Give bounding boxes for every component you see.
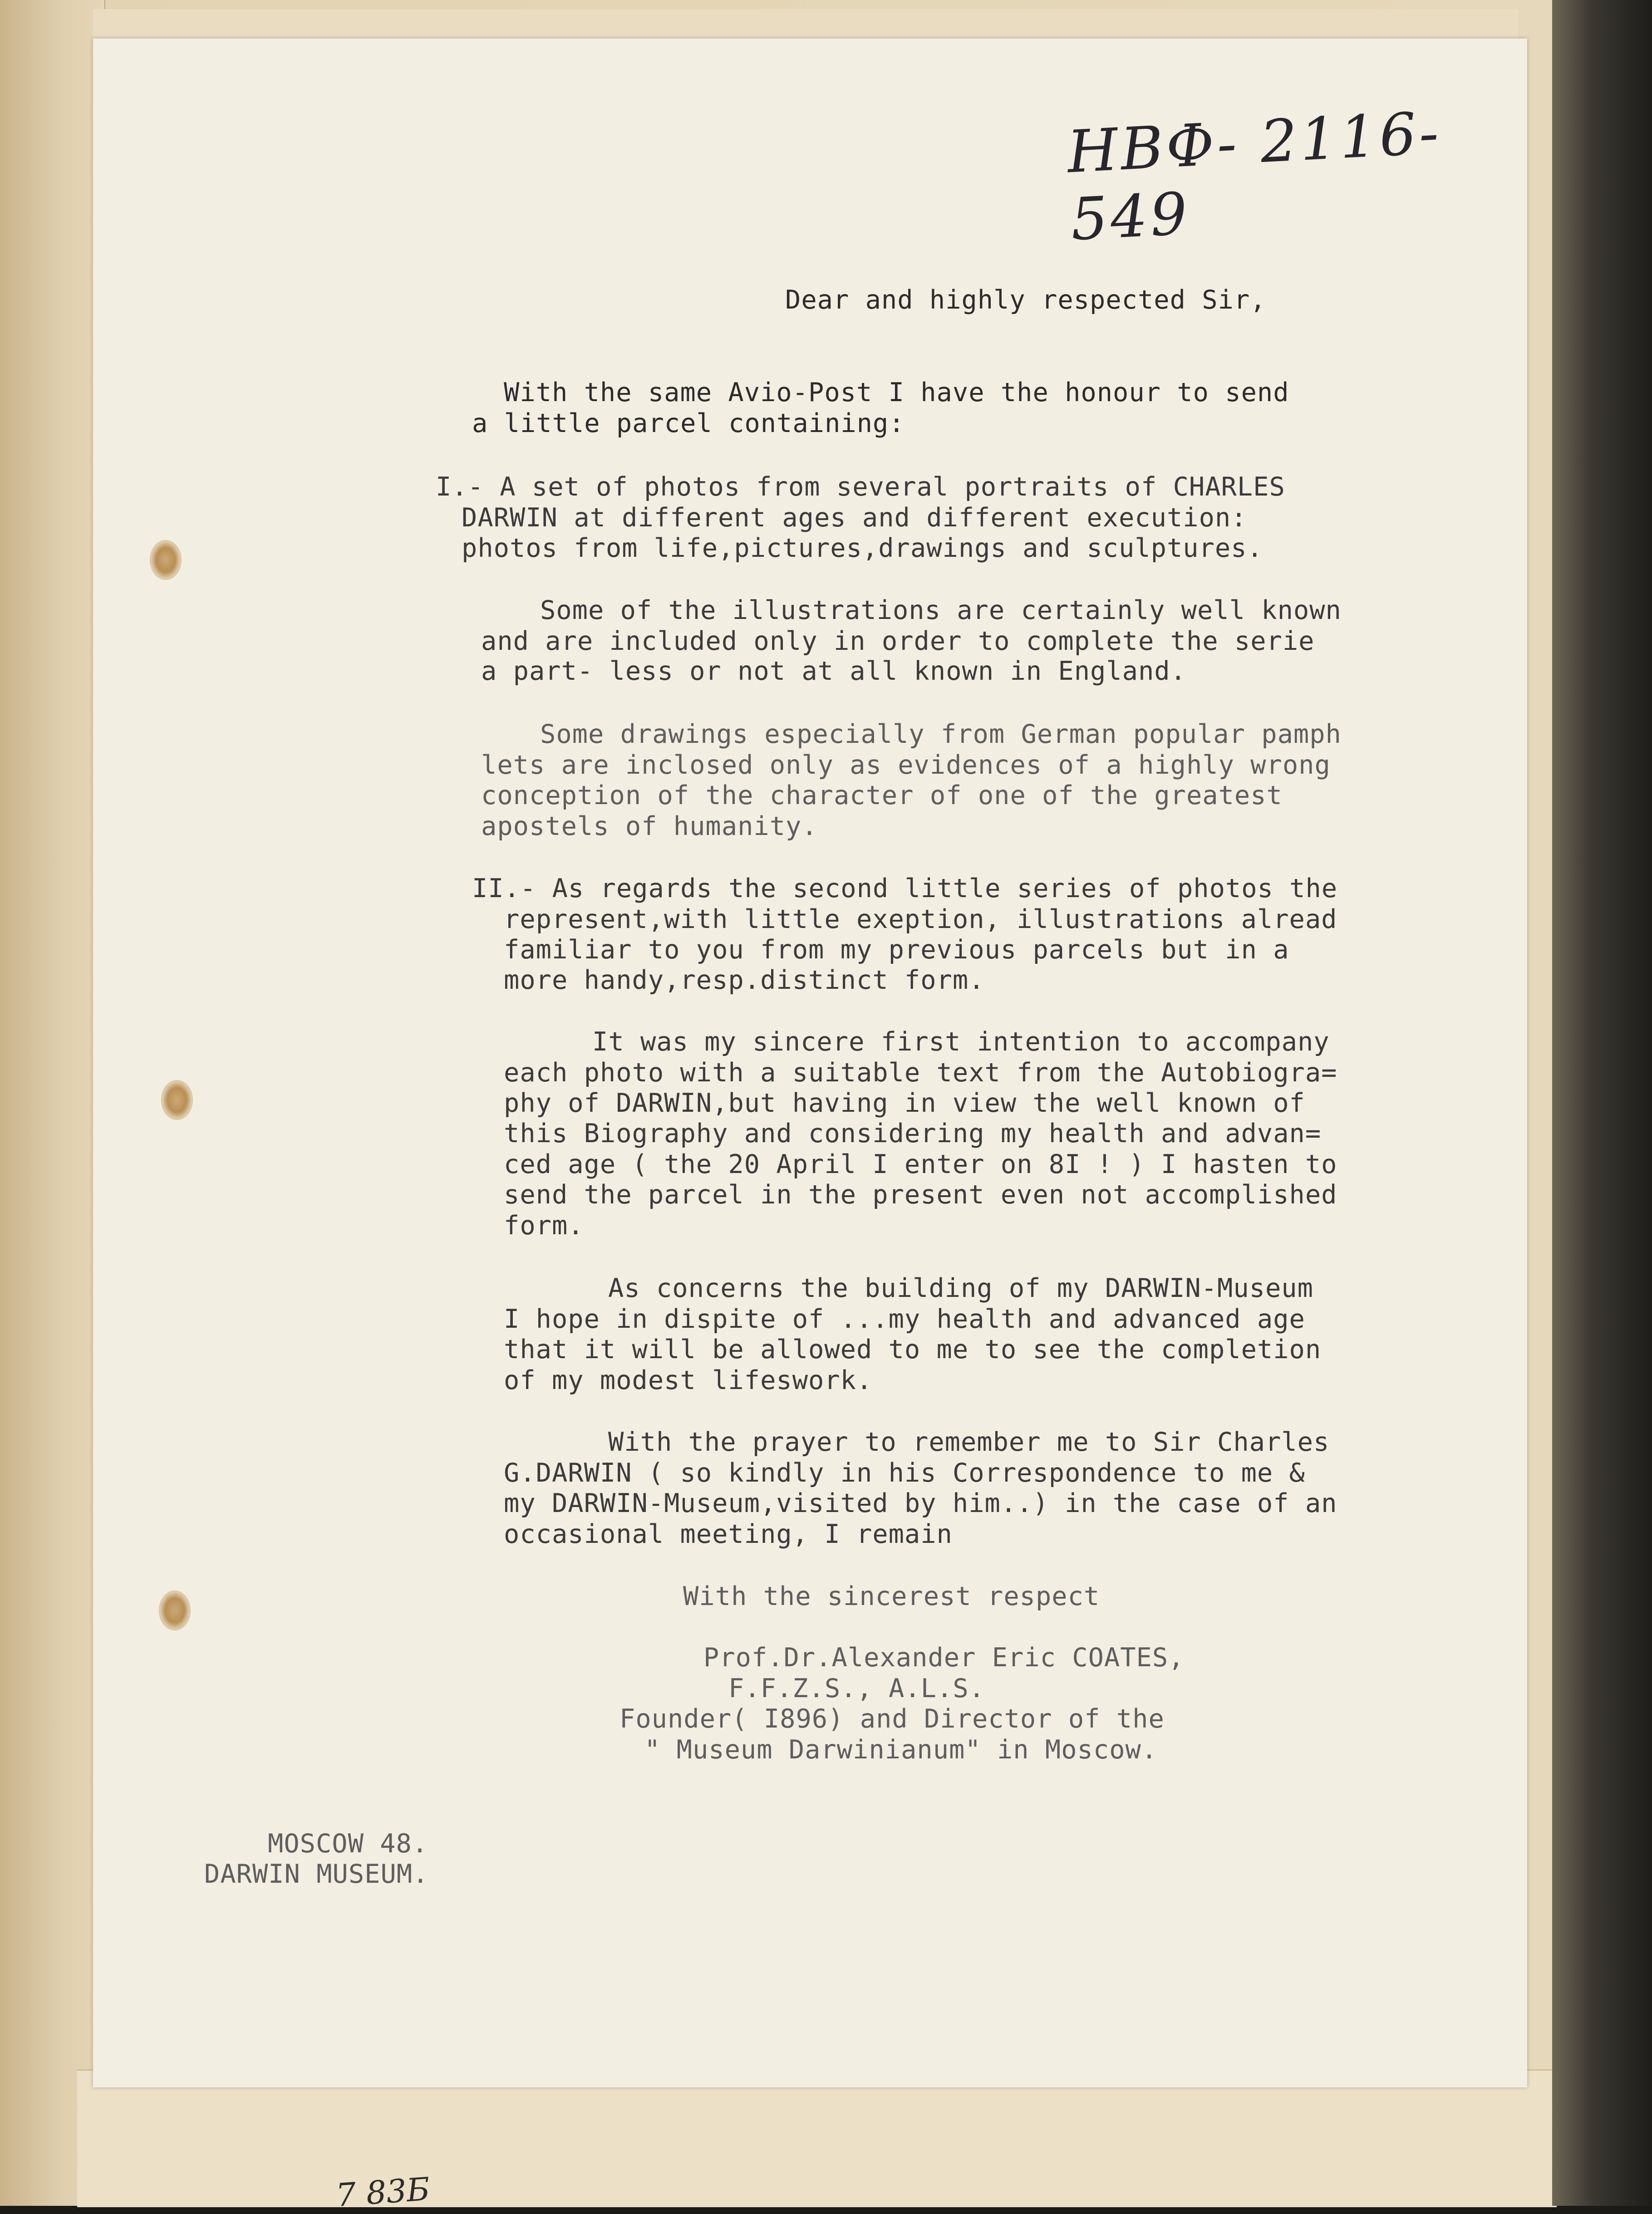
text-line: DARWIN at different ages and different execution: [462, 503, 1247, 533]
text-line: represent,with little exeption, illustrations alread [504, 904, 1337, 934]
text-line: and are included only in order to complete the serie [481, 626, 1315, 656]
address-line: MOSCOW 48. [268, 1829, 428, 1859]
text-line: familiar to you from my previous parcels but in a [504, 935, 1289, 965]
text-line: As concerns the building of my DARWIN-Museum [608, 1273, 1313, 1303]
text-line: Some drawings especially from German popular pamph [540, 719, 1342, 749]
punch-hole [161, 1080, 193, 1120]
archive-reference-handwritten: НВФ- 2116- 549 [1065, 99, 1443, 254]
signature-line: F.F.Z.S., A.L.S. [728, 1674, 985, 1703]
bottom-handwriting: 7 83Б [334, 2170, 431, 2214]
text-line: send the parcel in the present even not accomplished [504, 1180, 1337, 1210]
letter-page [93, 39, 1527, 2087]
text-line: photos from life,pictures,drawings and sculptures. [462, 533, 1263, 563]
closing: With the sincerest respect [683, 1581, 1100, 1611]
text-line: occasional meeting, I remain [504, 1519, 953, 1549]
text-line: ced age ( the 20 April I enter on 8I ! ) I hasten to [504, 1149, 1337, 1179]
text-line: apostels of humanity. [481, 811, 818, 841]
address-line: DARWIN MUSEUM. [204, 1859, 429, 1889]
text-line: lets are inclosed only as evidences of a highly wrong [481, 750, 1331, 780]
text-line: Some of the illustrations are certainly well known [540, 595, 1342, 625]
text-line: form. [504, 1211, 584, 1241]
salutation: Dear and highly respected Sir, [785, 285, 1266, 315]
text-line: I.- A set of photos from several portraits of CHARLES [436, 472, 1285, 502]
folder-edge [1552, 0, 1652, 2206]
text-line: each photo with a suitable text from the Autobiogra= [504, 1058, 1337, 1088]
text-line: It was my sincere first intention to accompany [592, 1027, 1330, 1057]
punch-hole [150, 540, 182, 580]
text-line: With the same Avio-Post I have the honour to send [504, 378, 1289, 407]
text-line: this Biography and considering my health and advan= [504, 1119, 1322, 1149]
text-line: that it will be allowed to me to see the completion [504, 1335, 1322, 1365]
text-line: more handy,resp.distinct form. [504, 965, 985, 995]
text-line: With the prayer to remember me to Sir Charles [608, 1427, 1330, 1457]
text-line: conception of the character of one of the greatest [481, 781, 1283, 810]
punch-hole [159, 1591, 191, 1630]
signature-line: Prof.Dr.Alexander Eric COATES, [703, 1643, 1185, 1673]
signature-line: " Museum Darwinianum" in Moscow. [644, 1735, 1158, 1765]
text-line: G.DARWIN ( so kindly in his Correspondence to me & [504, 1458, 1305, 1488]
paper-edge-strip [0, 0, 105, 2206]
text-line: a part- less or not at all known in England. [481, 656, 1186, 686]
underlying-paper-bottom [77, 2069, 1557, 2207]
text-line: of my modest lifeswork. [504, 1365, 873, 1395]
text-line: II.- As regards the second little series of photos the [472, 874, 1338, 903]
text-line: phy of DARWIN,but having in view the well known of [504, 1088, 1305, 1118]
signature-line: Founder( I896) and Director of the [620, 1704, 1165, 1734]
text-line: my DARWIN-Museum,visited by him..) in the case of an [504, 1488, 1337, 1518]
text-line: a little parcel containing: [472, 408, 905, 438]
text-line: I hope in dispite of ...my health and advanced age [504, 1304, 1305, 1334]
